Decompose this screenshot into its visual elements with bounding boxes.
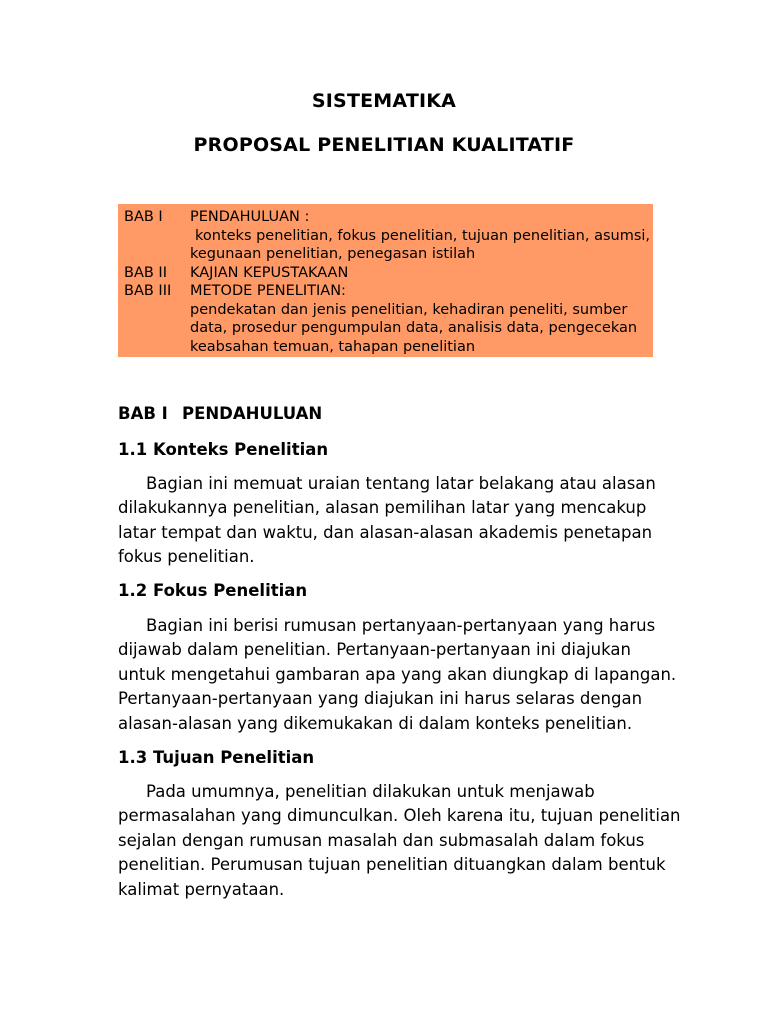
section-paragraph xyxy=(118,780,681,902)
paragraph-line: kalimat pernyataan. xyxy=(118,879,285,899)
document-title: SISTEMATIKA xyxy=(311,90,457,112)
summary-row-bab3 xyxy=(124,282,653,301)
paragraph-line: Bagian ini memuat uraian tentang latar belakang atau alasan xyxy=(146,474,656,493)
summary-detail: pendekatan dan jenis penelitian, kehadiran peneliti, sumber xyxy=(190,301,628,318)
section-paragraph xyxy=(118,472,658,570)
paragraph-line: untuk mengetahui gambaran apa yang akan diungkap di lapangan. xyxy=(118,664,677,684)
summary-row-bab1 xyxy=(124,208,653,227)
summary-text: METODE PENELITIAN: xyxy=(190,283,346,299)
chapter-heading xyxy=(118,404,322,423)
paragraph-line: penelitian. Perumusan tujuan penelitian dituangkan dalam bentuk xyxy=(118,855,666,875)
paragraph-line: fokus penelitian. xyxy=(118,547,255,567)
section-heading: 1.1 Konteks Penelitian xyxy=(118,440,329,459)
summary-label: BAB I xyxy=(124,209,163,225)
section-heading: 1.3 Tujuan Penelitian xyxy=(118,748,315,767)
paragraph-line: sejalan dengan rumusan masalah dan submasalah dalam fokus xyxy=(118,830,645,850)
paragraph-line: Bagian ini berisi rumusan pertanyaan-pertanyaan yang harus xyxy=(146,616,656,635)
summary-row-bab2 xyxy=(124,264,653,283)
section-heading: 1.2 Fokus Penelitian xyxy=(118,581,308,600)
summary-box xyxy=(118,204,653,357)
paragraph-line: Pada umumnya, penelitian dilakukan untuk menjawab xyxy=(146,782,595,801)
summary-detail: data, prosedur pengumpulan data, analisis data, pengecekan xyxy=(190,320,638,336)
paragraph-line: alasan-alasan yang dikemukakan di dalam konteks penelitian. xyxy=(118,713,633,733)
summary-label: BAB II xyxy=(124,264,167,281)
chapter-number: BAB I xyxy=(118,404,168,423)
summary-detail: keabsahan temuan, tahapan penelitian xyxy=(190,338,476,355)
document-subtitle: PROPOSAL PENELITIAN KUALITATIF xyxy=(193,134,575,156)
section-paragraph xyxy=(118,614,677,736)
paragraph-line: dilakukannya penelitian, alasan pemilihan latar yang mencakup xyxy=(118,498,647,518)
summary-text: PENDAHULUAN : xyxy=(190,209,310,225)
summary-detail: kegunaan penelitian, penegasan istilah xyxy=(190,246,476,262)
paragraph-line: dijawab dalam penelitian. Pertanyaan-pertanyaan ini diajukan xyxy=(118,640,631,660)
summary-label: BAB III xyxy=(124,283,172,299)
paragraph-line: Pertanyaan-pertanyaan yang diajukan ini harus selaras dengan xyxy=(118,689,643,709)
summary-text: KAJIAN KEPUSTAKAAN xyxy=(190,264,349,281)
chapter-title: PENDAHULUAN xyxy=(182,404,323,423)
paragraph-line: permasalahan yang dimunculkan. Oleh karena itu, tujuan penelitian xyxy=(118,806,681,826)
paragraph-line: latar tempat dan waktu, dan alasan-alasan akademis penetapan xyxy=(118,522,653,542)
summary-detail: konteks penelitian, fokus penelitian, tujuan penelitian, asumsi, xyxy=(195,227,651,244)
